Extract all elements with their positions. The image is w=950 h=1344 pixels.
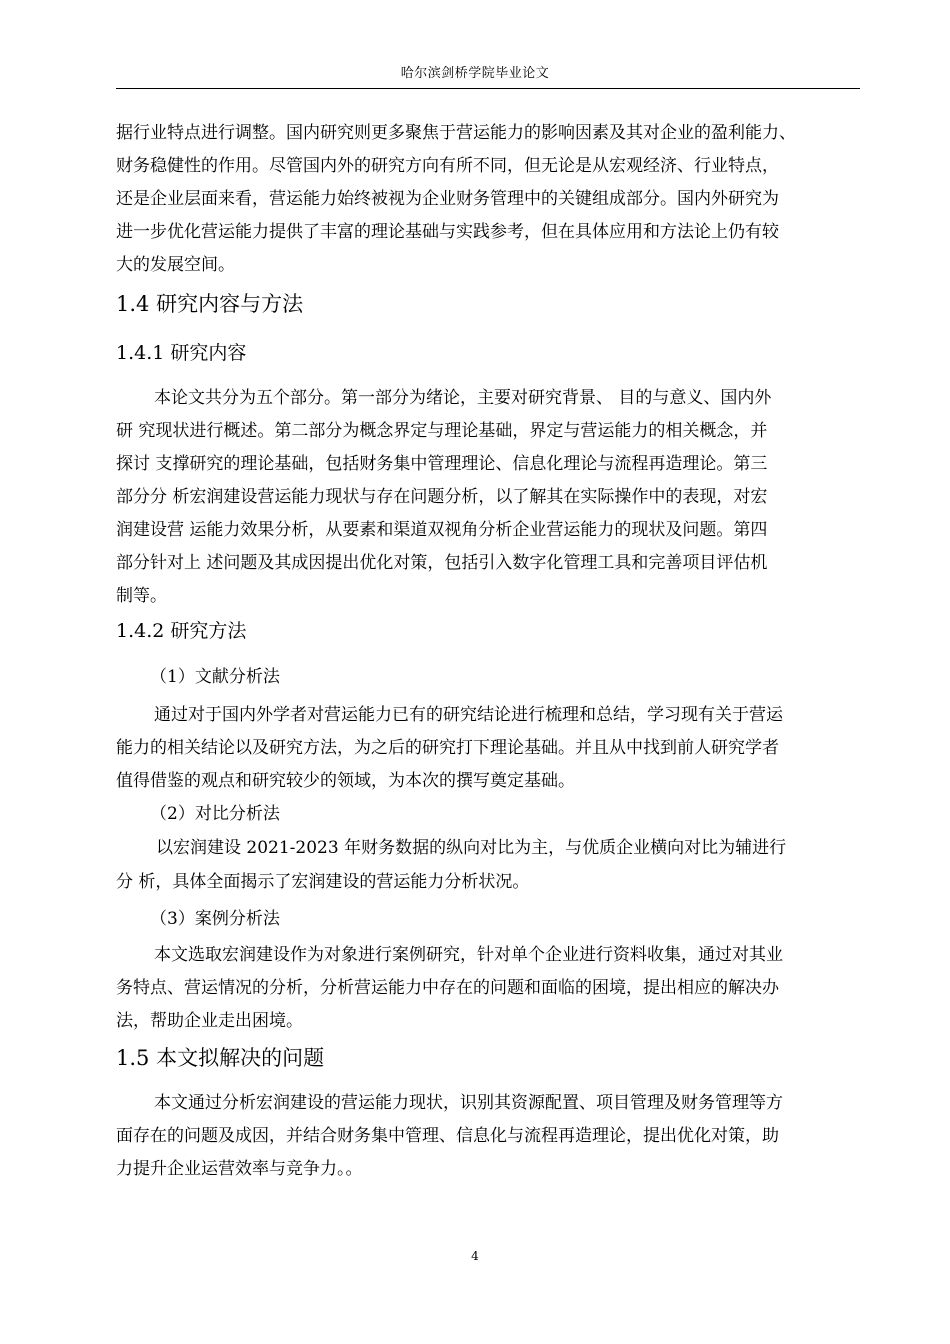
research-content-line: 润建设营 运能力效果分析，从要素和渠道双视角分析企业营运能力的现状及问题。第四 — [116, 520, 768, 540]
method-title: （1）文献分析法 — [150, 667, 280, 687]
running-header-title: 哈尔滨剑桥学院毕业论文 — [400, 66, 550, 81]
subsection-heading-1-4-2: 1.4.2 研究方法 — [116, 620, 247, 642]
research-content-line: 探讨 支撑研究的理论基础，包括财务集中管理理论、信息化理论与流程再造理论。第三 — [116, 454, 768, 474]
method-paragraph-line: 分 析，具体全面揭示了宏润建设的营运能力分析状况。 — [116, 872, 530, 892]
section-heading-1-4: 1.4 研究内容与方法 — [116, 292, 304, 316]
method-paragraph-line: 值得借鉴的观点和研究较少的领域，为本次的撰写奠定基础。 — [116, 771, 575, 791]
intro-paragraph-line: 据行业特点进行调整。国内研究则更多聚焦于营运能力的影响因素及其对企业的盈利能力、 — [116, 123, 796, 143]
intro-paragraph-line: 进一步优化营运能力提供了丰富的理论基础与实践参考，但在具体应用和方法论上仍有较 — [116, 222, 779, 242]
method-paragraph-line: 以宏润建设 2021-2023 年财务数据的纵向对比为主，与优质企业横向对比为辅进行 — [156, 838, 787, 858]
problem-paragraph-line: 力提升企业运营效率与竞争力。。 — [116, 1159, 363, 1179]
method-title: （3）案例分析法 — [150, 909, 280, 929]
section-heading-1-5: 1.5 本文拟解决的问题 — [116, 1046, 325, 1070]
research-content-line: 部分分 析宏润建设营运能力现状与存在问题分析，以了解其在实际操作中的表现，对宏 — [116, 487, 768, 507]
subsection-heading-1-4-1: 1.4.1 研究内容 — [116, 342, 247, 364]
research-content-line: 研 究现状进行概述。第二部分为概念界定与理论基础，界定与营运能力的相关概念，并 — [116, 421, 768, 441]
method-title: （2）对比分析法 — [150, 804, 280, 824]
method-paragraph-line: 法，帮助企业走出困境。 — [116, 1011, 303, 1031]
method-paragraph-line: 能力的相关结论以及研究方法，为之后的研究打下理论基础。并且从中找到前人研究学者 — [116, 738, 779, 758]
problem-paragraph-line: 本文通过分析宏润建设的营运能力现状，识别其资源配置、项目管理及财务管理等方 — [154, 1093, 783, 1113]
research-content-line: 部分针对上 述问题及其成因提出优化对策，包括引入数字化管理工具和完善项目评估机 — [116, 553, 768, 573]
header-divider — [116, 88, 860, 89]
page-number: 4 — [471, 1249, 479, 1263]
intro-paragraph-line: 财务稳健性的作用。尽管国内外的研究方向有所不同，但无论是从宏观经济、行业特点， — [116, 156, 779, 176]
method-paragraph-line: 通过对于国内外学者对营运能力已有的研究结论进行梳理和总结，学习现有关于营运 — [154, 705, 783, 725]
problem-paragraph-line: 面存在的问题及成因，并结合财务集中管理、信息化与流程再造理论，提出优化对策，助 — [116, 1126, 779, 1146]
research-content-line: 制等。 — [116, 586, 167, 606]
intro-paragraph-line: 大的发展空间。 — [116, 255, 235, 275]
method-paragraph-line: 务特点、营运情况的分析，分析营运能力中存在的问题和面临的困境，提出相应的解决办 — [116, 978, 779, 998]
intro-paragraph-line: 还是企业层面来看，营运能力始终被视为企业财务管理中的关键组成部分。国内外研究为 — [116, 189, 779, 209]
method-paragraph-line: 本文选取宏润建设作为对象进行案例研究，针对单个企业进行资料收集，通过对其业 — [154, 945, 783, 965]
research-content-line: 本论文共分为五个部分。第一部分为绪论，主要对研究背景、 目的与意义、国内外 — [154, 388, 772, 408]
